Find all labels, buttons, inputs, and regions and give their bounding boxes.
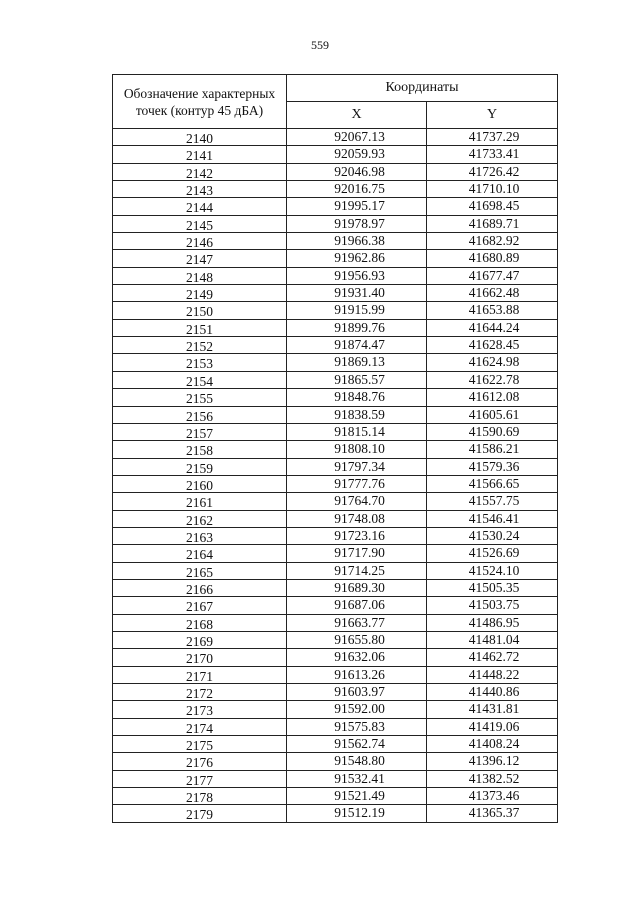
table-row: [113, 736, 558, 753]
table-row: [113, 666, 558, 683]
cell-y: 41689.71: [427, 215, 558, 232]
cell-point: 2179: [113, 805, 287, 822]
cell-x: 92016.75: [287, 181, 427, 198]
cell-x: 91512.19: [287, 805, 427, 822]
table-row: [113, 458, 558, 475]
table-row: [113, 718, 558, 735]
cell-point: 2168: [113, 614, 287, 631]
table-row: [113, 423, 558, 440]
cell-y: 41505.35: [427, 579, 558, 596]
cell-x: 91874.47: [287, 337, 427, 354]
cell-y: 41462.72: [427, 649, 558, 666]
table-row: [113, 684, 558, 701]
cell-x: 91808.10: [287, 441, 427, 458]
table-row: [113, 129, 558, 146]
cell-x: 91714.25: [287, 562, 427, 579]
cell-x: 91956.93: [287, 267, 427, 284]
table-row: [113, 389, 558, 406]
cell-y: 41612.08: [427, 389, 558, 406]
cell-x: 91966.38: [287, 233, 427, 250]
cell-x: 91532.41: [287, 770, 427, 787]
table-row: [113, 354, 558, 371]
cell-point: 2162: [113, 510, 287, 527]
cell-x: 91931.40: [287, 285, 427, 302]
cell-y: 41486.95: [427, 614, 558, 631]
coordinates-table: [112, 74, 558, 823]
cell-y: 41448.22: [427, 666, 558, 683]
cell-y: 41624.98: [427, 354, 558, 371]
cell-x: 92046.98: [287, 163, 427, 180]
cell-point: 2144: [113, 198, 287, 215]
table-row: [113, 788, 558, 805]
cell-x: 91575.83: [287, 718, 427, 735]
table-row: [113, 545, 558, 562]
table-row: [113, 493, 558, 510]
cell-y: 41396.12: [427, 753, 558, 770]
cell-point: 2156: [113, 406, 287, 423]
cell-x: 91689.30: [287, 579, 427, 596]
header-coordinates: Координаты: [287, 75, 558, 102]
cell-x: 91592.00: [287, 701, 427, 718]
cell-y: 41503.75: [427, 597, 558, 614]
cell-y: 41373.46: [427, 788, 558, 805]
cell-y: 41622.78: [427, 371, 558, 388]
cell-point: 2161: [113, 493, 287, 510]
cell-point: 2149: [113, 285, 287, 302]
cell-point: 2152: [113, 337, 287, 354]
table-row: [113, 337, 558, 354]
cell-point: 2177: [113, 770, 287, 787]
cell-point: 2166: [113, 579, 287, 596]
cell-x: 91632.06: [287, 649, 427, 666]
cell-x: 91687.06: [287, 597, 427, 614]
cell-x: 91869.13: [287, 354, 427, 371]
cell-point: 2147: [113, 250, 287, 267]
cell-point: 2145: [113, 215, 287, 232]
cell-point: 2160: [113, 475, 287, 492]
cell-y: 41677.47: [427, 267, 558, 284]
cell-x: 91978.97: [287, 215, 427, 232]
cell-y: 41579.36: [427, 458, 558, 475]
cell-x: 91717.90: [287, 545, 427, 562]
cell-point: 2159: [113, 458, 287, 475]
cell-point: 2150: [113, 302, 287, 319]
cell-y: 41710.10: [427, 181, 558, 198]
table-row: [113, 475, 558, 492]
cell-x: 91748.08: [287, 510, 427, 527]
cell-point: 2151: [113, 319, 287, 336]
cell-point: 2173: [113, 701, 287, 718]
cell-x: 91797.34: [287, 458, 427, 475]
table-body: [113, 129, 558, 823]
cell-x: 91521.49: [287, 788, 427, 805]
table-row: [113, 562, 558, 579]
cell-y: 41644.24: [427, 319, 558, 336]
table-row: [113, 285, 558, 302]
table-row: [113, 527, 558, 544]
cell-x: 91962.86: [287, 250, 427, 267]
table-row: [113, 319, 558, 336]
cell-y: 41628.45: [427, 337, 558, 354]
header-point-designation: Обозначение характерных точек (контур 45 дБА): [113, 75, 287, 129]
cell-x: 91655.80: [287, 631, 427, 648]
cell-point: 2163: [113, 527, 287, 544]
cell-point: 2141: [113, 146, 287, 163]
cell-point: 2157: [113, 423, 287, 440]
cell-point: 2140: [113, 129, 287, 146]
cell-y: 41590.69: [427, 423, 558, 440]
table-row: [113, 579, 558, 596]
table-row: [113, 406, 558, 423]
cell-y: 41698.45: [427, 198, 558, 215]
cell-x: 91723.16: [287, 527, 427, 544]
page-number: 559: [311, 38, 329, 52]
cell-y: 41557.75: [427, 493, 558, 510]
cell-point: 2148: [113, 267, 287, 284]
cell-x: 91613.26: [287, 666, 427, 683]
cell-point: 2153: [113, 354, 287, 371]
table-row: [113, 701, 558, 718]
cell-point: 2172: [113, 684, 287, 701]
cell-point: 2174: [113, 718, 287, 735]
cell-y: 41726.42: [427, 163, 558, 180]
table-row: [113, 181, 558, 198]
cell-point: 2171: [113, 666, 287, 683]
cell-y: 41408.24: [427, 736, 558, 753]
cell-x: 91663.77: [287, 614, 427, 631]
table-row: [113, 441, 558, 458]
cell-x: 92067.13: [287, 129, 427, 146]
cell-x: 91915.99: [287, 302, 427, 319]
cell-y: 41737.29: [427, 129, 558, 146]
cell-point: 2170: [113, 649, 287, 666]
table-header: [113, 75, 558, 129]
cell-point: 2175: [113, 736, 287, 753]
cell-y: 41530.24: [427, 527, 558, 544]
cell-y: 41419.06: [427, 718, 558, 735]
table-row: [113, 649, 558, 666]
header-y: Y: [427, 102, 558, 129]
cell-y: 41662.48: [427, 285, 558, 302]
cell-x: 91603.97: [287, 684, 427, 701]
table-row: [113, 614, 558, 631]
cell-point: 2154: [113, 371, 287, 388]
cell-x: 91777.76: [287, 475, 427, 492]
table-row: [113, 233, 558, 250]
cell-point: 2164: [113, 545, 287, 562]
cell-y: 41546.41: [427, 510, 558, 527]
table-row: [113, 371, 558, 388]
cell-point: 2169: [113, 631, 287, 648]
table-row: [113, 510, 558, 527]
cell-y: 41440.86: [427, 684, 558, 701]
cell-point: 2142: [113, 163, 287, 180]
cell-y: 41431.81: [427, 701, 558, 718]
cell-x: 91899.76: [287, 319, 427, 336]
cell-y: 41566.65: [427, 475, 558, 492]
table-row: [113, 215, 558, 232]
cell-x: 91562.74: [287, 736, 427, 753]
cell-point: 2158: [113, 441, 287, 458]
cell-point: 2165: [113, 562, 287, 579]
cell-y: 41365.37: [427, 805, 558, 822]
cell-point: 2178: [113, 788, 287, 805]
table-row: [113, 753, 558, 770]
cell-point: 2176: [113, 753, 287, 770]
cell-y: 41526.69: [427, 545, 558, 562]
table-row: [113, 805, 558, 822]
table-row: [113, 302, 558, 319]
cell-x: 91848.76: [287, 389, 427, 406]
cell-x: 92059.93: [287, 146, 427, 163]
table-row: [113, 163, 558, 180]
cell-x: 91865.57: [287, 371, 427, 388]
table-row: [113, 770, 558, 787]
cell-y: 41586.21: [427, 441, 558, 458]
cell-y: 41680.89: [427, 250, 558, 267]
cell-point: 2167: [113, 597, 287, 614]
table-row: [113, 267, 558, 284]
cell-y: 41682.92: [427, 233, 558, 250]
cell-x: 91764.70: [287, 493, 427, 510]
table-row: [113, 146, 558, 163]
table-row: [113, 631, 558, 648]
cell-x: 91548.80: [287, 753, 427, 770]
cell-y: 41382.52: [427, 770, 558, 787]
cell-x: 91815.14: [287, 423, 427, 440]
table-row: [113, 198, 558, 215]
cell-point: 2155: [113, 389, 287, 406]
cell-point: 2143: [113, 181, 287, 198]
cell-x: 91995.17: [287, 198, 427, 215]
header-x: X: [287, 102, 427, 129]
table-row: [113, 597, 558, 614]
cell-y: 41605.61: [427, 406, 558, 423]
table-row: [113, 250, 558, 267]
cell-y: 41733.41: [427, 146, 558, 163]
cell-y: 41653.88: [427, 302, 558, 319]
cell-point: 2146: [113, 233, 287, 250]
cell-y: 41524.10: [427, 562, 558, 579]
cell-y: 41481.04: [427, 631, 558, 648]
cell-x: 91838.59: [287, 406, 427, 423]
